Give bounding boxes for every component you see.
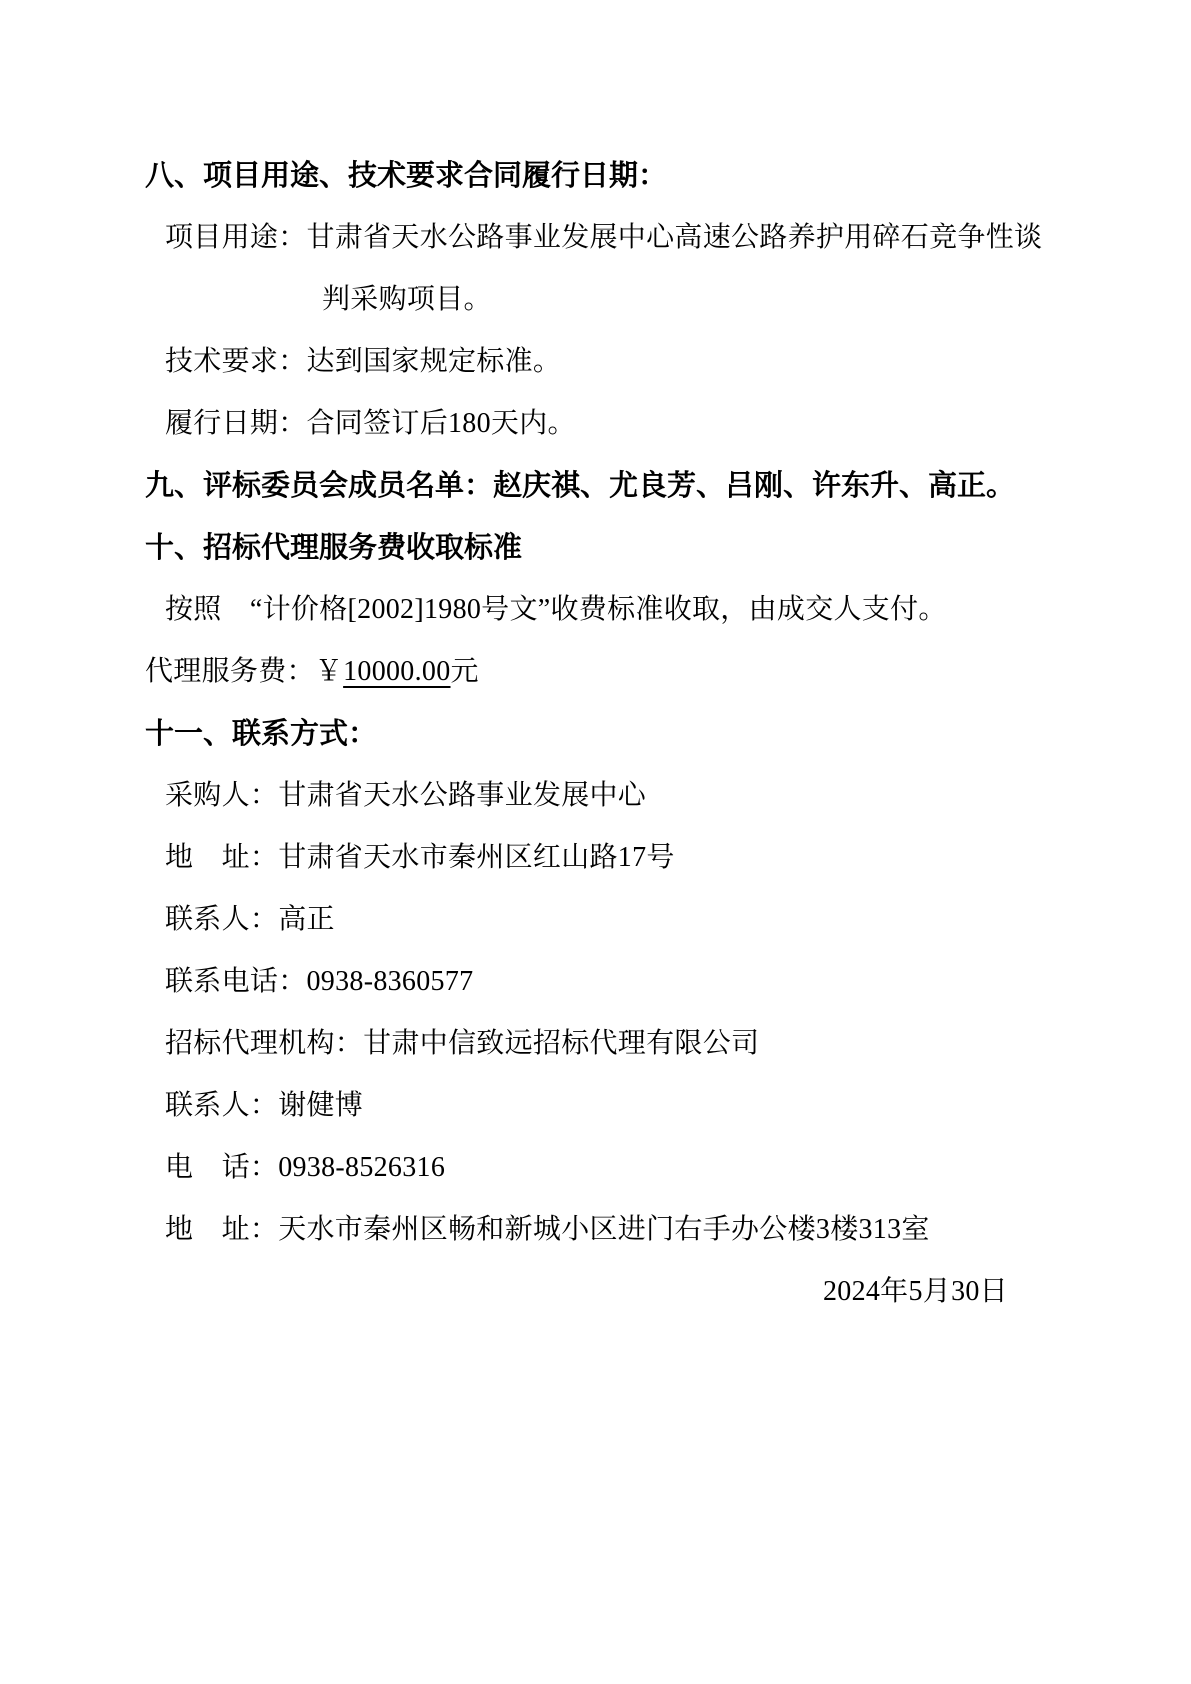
document-body	[145, 145, 1048, 1323]
section-9-heading: 九、评标委员会成员名单：赵庆祺、尤良芳、吕刚、许东升、高正。	[145, 470, 1016, 502]
project-usage-line-2: 判采购项目。	[322, 284, 492, 315]
section-10-heading: 十、招标代理服务费收取标准	[145, 532, 523, 564]
agency-fee-amount: 10000.00	[343, 656, 451, 687]
purchaser-name: 采购人：甘肃省天水公路事业发展中心	[165, 780, 647, 811]
agency-name: 招标代理机构：甘肃中信致远招标代理有限公司	[165, 1028, 760, 1059]
agency-address: 地 址：天水市秦州区畅和新城小区进门右手办公楼3楼313室	[165, 1214, 930, 1245]
project-usage-line-1: 项目用途：甘肃省天水公路事业发展中心高速公路养护用碎石竞争性谈	[165, 222, 1043, 253]
fee-basis: 按照 “计价格[2002]1980号文”收费标准收取，由成交人支付。	[165, 594, 947, 625]
agency-contact-person: 联系人：谢健博	[165, 1090, 364, 1121]
agency-fee-line	[145, 641, 1048, 703]
agency-fee-unit: 元	[450, 656, 479, 687]
section-11-heading: 十一、联系方式：	[145, 718, 378, 750]
purchaser-phone: 联系电话：0938-8360577	[165, 966, 474, 997]
section-8-heading: 八、项目用途、技术要求合同履行日期：	[145, 160, 668, 192]
performance-date: 履行日期：合同签订后180天内。	[165, 408, 576, 439]
agency-phone: 电 话：0938-8526316	[165, 1152, 446, 1183]
issue-date: 2024年5月30日	[822, 1276, 1008, 1307]
technical-requirement: 技术要求：达到国家规定标准。	[165, 346, 562, 377]
purchaser-address: 地 址：甘肃省天水市秦州区红山路17号	[165, 842, 675, 873]
purchaser-contact-person: 联系人：高正	[165, 904, 335, 935]
agency-fee-label: 代理服务费：￥	[145, 656, 344, 687]
